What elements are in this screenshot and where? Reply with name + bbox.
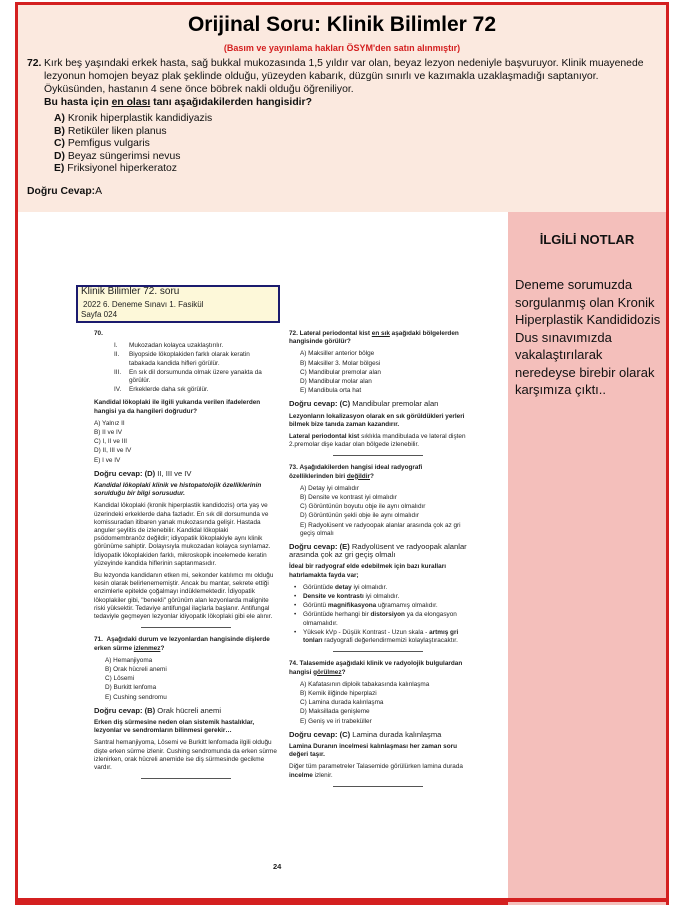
question-number: 72. — [27, 58, 42, 69]
notes-heading: İLGİLİ NOTLAR — [539, 232, 635, 247]
question-text — [44, 57, 644, 109]
separator — [333, 651, 423, 652]
q73-option: E) Radyolüsent ve radyoopak alanlar arasında çok az gri geçiş olmalı — [300, 521, 461, 537]
rights-notice: (Basım ve yayınlama hakları ÖSYM'den satın alınmıştır) — [223, 43, 461, 53]
question-ask: Bu hasta için en olası tanı aşağıdakilerden hangisidir? — [44, 97, 312, 108]
q74-option: A) Kafatasının diploik tabakasında kalınlaşma — [300, 680, 430, 688]
q73-bullet: • Densite ve kontrastı iyi olmalıdır. — [294, 593, 400, 601]
separator — [141, 627, 231, 628]
q71-paragraph: Santral hemanjiyoma, Lösemi ve Burkitt lenfomada ilgili olduğu dişte erken sürme izlenir. Cushing sendromunda da erken sürme izlenirken, orak hücreli anemide ise diş sürmesinde gecikme vardır. — [94, 739, 277, 771]
q74-option: D) Maksillada genişleme — [300, 708, 370, 716]
q70-item: III. En sık dil dorsumunda olmak üzere yanakta da görülür. — [114, 368, 262, 385]
scan-page-number: 24 — [273, 862, 282, 871]
correct-answer: Doğru Cevap:A — [27, 186, 103, 197]
separator — [333, 786, 423, 787]
q72-stem: 72. Lateral periodontal kist en sık aşağıdaki bölgelerden hangisinde görülür? — [289, 330, 459, 346]
q74-option: C) Lamina durada kalınlaşma — [300, 699, 384, 707]
q71-stem: 71. Aşağıdaki durum ve lezyonlardan hangisinde dişlerde erken sürme izlenmez? — [94, 636, 270, 652]
q70-paragraph: Bu lezyonda kandidanın etken mi, sekonder katılımcı mı olduğu kesin olarak belirlenememiştir. Ancak bu mantar, sekrete ettiği enzimlerle epitelde çoğalmayı indüklemektedir. İdiyopatik lökoplakiler gibi, "benekli" görünüm alan lezyonlarda malignite riski yüksektir. Tedaviye antifungal ilaçlarla başlanır. Antifungal tedaviyle geçmeyen lezyonlar idiyopatik lökoplaki gibi ele alınır. — [94, 572, 274, 621]
q71-option: B) Orak hücreli anemi — [105, 665, 167, 673]
q70-answer: Doğru cevap: (D) II, III ve IV — [94, 468, 192, 478]
q74-option: B) Kemik iliğinde hiperplazi — [300, 689, 377, 697]
separator — [141, 778, 231, 779]
q71-answer: Doğru cevap: (B) Orak hücreli anemi — [94, 705, 222, 715]
scan-right-column — [289, 330, 467, 795]
q73-stem: 73. Aşağıdakilerden hangisi ideal radyografi özelliklerinden biri değildir? — [289, 464, 423, 480]
q72-option: B) Maksiller 3. Molar bölgesi — [300, 359, 381, 367]
q72-option: D) Mandibular molar alan — [300, 378, 372, 386]
q70-paragraph: Kandidal lökoplaki (kronik hiperplastik kandidozis) orta yaş ve üzerindeki erkeklerde daha fazladır. En sık dil dorsumunda ve komissuradan itibaren yanak mukozasında gelişir. Hastada anguler şeylitis de izlenebilir. Kandidal lökoplaki psödomembranöz değildir; idiyopatik lökoplakiyle aynı klinik görünüme sahiptir. Dolayısıyla mukozadan kolayca sıyrılamaz. İdiyopatik lökoplakiden farklı, mikroskopik incelemede keratin yüzeyinde kandida hiflerinin saptanmasıdır. — [94, 502, 271, 567]
q74-option: E) Geniş ve iri trabeküller — [300, 717, 372, 725]
q73-option: B) Densite ve kontrast iyi olmalıdır — [300, 494, 397, 502]
bottom-border — [18, 898, 666, 902]
q71-option: E) Cushing sendromu — [105, 693, 167, 701]
q70-option: B) II ve IV — [94, 429, 123, 437]
q70-option: C) I, II ve III — [94, 438, 128, 446]
option-c: C) Pemfigus vulgaris — [54, 138, 150, 149]
option-d: D) Beyaz süngerimsi nevus — [54, 150, 181, 162]
q73-options — [300, 485, 467, 538]
q70-stem: Kandidal lökoplaki ile ilgili yukarıda verilen ifadelerden hangisi ya da hangileri doğrudur? — [94, 399, 261, 415]
page-title: Orijinal Soru: Klinik Bilimler 72 — [187, 13, 497, 36]
q70-option: E) I ve IV — [94, 456, 121, 464]
option-a: A) Kronik hiperplastik kandidiyazis — [54, 113, 213, 124]
notes-text: Deneme sorumuzda sorgulanmış olan Kronik Hiperplastik Kandididozis Dus sınavımızda vakalaştırılarak neredeyse birebir olarak karşımıza çıktı.. — [515, 277, 661, 397]
scan-header-exam: 2022 6. Deneme Sınavı 1. Fasikül — [83, 300, 204, 309]
q70-subtitle: Kandidal lökoplaki klinik ve histopatolojik özelliklerinin sorulduğu bir bilgi sorusudur. — [94, 482, 262, 498]
q74-subtitle: Lamina Duranın incelmesi kalınlaşması her zaman soru değeri taşır. — [289, 742, 457, 759]
q72-option: E) Mandibula orta hat — [300, 387, 362, 395]
q72-options — [300, 350, 467, 395]
question-panel — [18, 5, 666, 212]
q72-subtitle: Lezyonların lokalizasyon olarak en sık görüldükleri yerleri bilmek bize tanıda zaman kazandırır. — [289, 412, 465, 428]
q73-option: A) Detay iyi olmalıdır — [300, 484, 359, 492]
q70-item: I. Mukozadan kolayca uzaklaştırılır. — [114, 342, 224, 350]
q73-bullets — [294, 584, 467, 645]
q74-options — [300, 681, 467, 726]
q71-option: D) Burkitt lenfoma — [105, 684, 157, 692]
q70-items — [114, 342, 277, 394]
q70-options — [94, 420, 277, 465]
scan-header-box — [76, 285, 280, 323]
q70-option: D) II, III ve IV — [94, 447, 132, 455]
q70-item: IV. Erkeklerde daha sık görülür. — [114, 386, 209, 394]
scan-left-column — [94, 330, 277, 787]
option-e: E) Friksiyonel hiperkeratoz — [54, 163, 178, 174]
scan-header-title: Klinik Bilimler 72. soru — [81, 286, 180, 297]
q71-option: A) Hemanjiyoma — [105, 656, 153, 664]
separator — [333, 455, 423, 456]
q70-item: II. Biyopside lökoplakiden farklı olarak keratin tabakada kandida hifleri görülür. — [114, 351, 250, 367]
q72-option: C) Mandibular premolar alan — [300, 368, 381, 376]
question-stem: Kırk beş yaşındaki erkek hasta, sağ bukkal mukozasında 1,5 yıldır var olan, beyaz lezyon nedeniyle başvuruyor. Klinik muayenede lezyonun homojen beyaz plak şeklinde olduğu, yüzeyden kabarık, düzgün sınırlı ve kazımakla uzaklaşmadığı saptanıyor. Öyküsünden, hastanın 4 sene önce böbrek nakli olduğu öğreniliyor. — [44, 58, 644, 95]
q72-option: A) Maksiller anterior bölge — [300, 350, 375, 358]
q71-options — [105, 657, 277, 702]
q70-option: A) Yalnız II — [94, 419, 125, 427]
q73-bullet: • Görüntüde herhangi bir distorsiyon ya da elongasyon olmamalıdır. — [294, 611, 457, 627]
q73-bullet: • Görüntü magnifikasyona uğramamış olmalıdır. — [294, 602, 438, 610]
q73-bullet: • Yüksek kVp - Düşük Kontrast - Uzun skala - artmış gri tonları radyografi değerlendirmemizi kolaylaştıracaktır. — [294, 628, 459, 645]
q73-subtitle: İdeal bir radyograf elde edebilmek için bazı kuralları hatırlamakta fayda var; — [289, 563, 446, 579]
q73-option: D) Görüntünün şekli obje ile aynı olmalıdır — [300, 512, 419, 520]
q73-answer: Doğru cevap: (E) Radyolüsent ve radyoopak alanlar arasında çok az gri geçiş olmalı — [289, 542, 467, 560]
option-list — [54, 113, 212, 176]
q74-stem: 74. Talasemide aşağıdaki klinik ve radyolojik bulgulardan hangisi görülmez? — [289, 660, 463, 676]
scan-header-page: Sayfa 024 — [81, 310, 118, 319]
q72-paragraph: Lateral periodontal kist sıklıkla mandibulada ve lateral dişten 2.premolar dişe kadar olan bölgede izlenebilir. — [289, 433, 466, 449]
q73-option: C) Görüntünün boyutu obje ile aynı olmalıdır — [300, 503, 426, 511]
q74-paragraph: Diğer tüm parametreler Talasemide görülürken lamina durada incelme izlenir. — [289, 763, 463, 779]
option-b: B) Retiküler liken planus — [54, 125, 167, 137]
q74-answer: Doğru cevap: (C) Lamina durada kalınlaşma — [289, 729, 442, 739]
q72-answer: Doğru cevap: (C) Mandibular premolar alan — [289, 399, 439, 409]
page-frame — [15, 2, 669, 905]
notes-panel — [508, 212, 666, 905]
q70-number: 70. — [94, 330, 103, 337]
q71-option: C) Lösemi — [105, 675, 135, 683]
q71-subtitle: Erken diş sürmesine neden olan sistemik hastalıklar, lezyonlar ve sendromların bilinmesi gerekir… — [94, 718, 255, 735]
q73-bullet: • Görüntüde detay iyi olmalıdır. — [294, 583, 388, 591]
